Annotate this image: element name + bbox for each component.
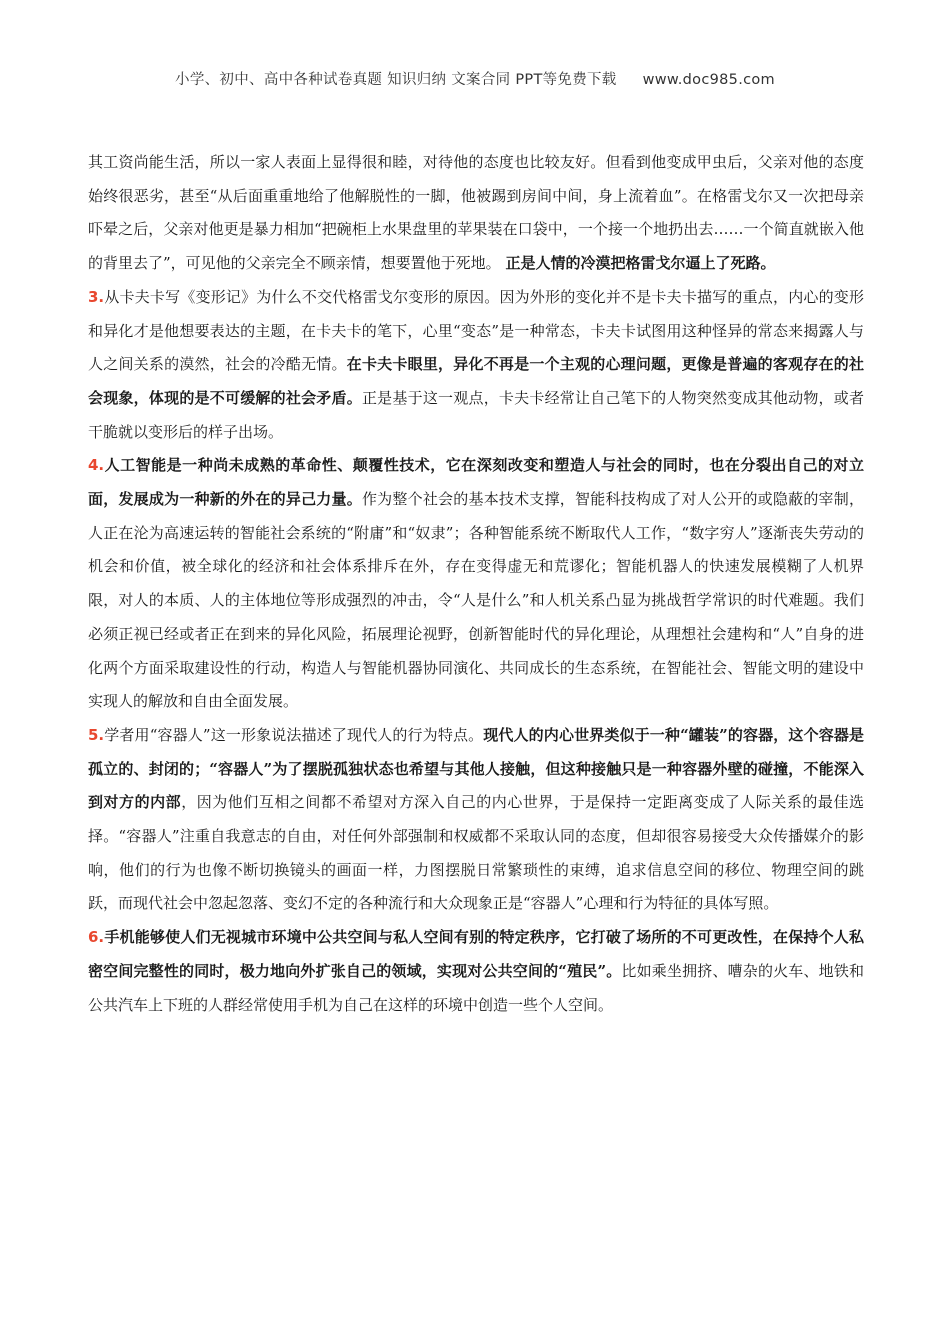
paragraph-bold-text: 手机能够使人们无视城市环境中公共空间与私人空间有别的特定秩序，它打破了场所的不可更改性，在保持个人私密空间完整性的同时，极力地向外扩张自己的领域，实现对公共空间的“殖民”。: [88, 928, 864, 980]
header-text: 小学、初中、高中各种试卷真题 知识归纳 文案合同 PPT等免费下载: [175, 72, 617, 88]
page-header: [0, 68, 950, 89]
paragraph-6: [88, 921, 864, 1022]
paragraph-bold-text: 人工智能是一种尚未成熟的革命性、颠覆性技术，它在深刻改变和塑造人与社会的同时，也在分裂出自己的对立面，发展成为一种新的外在的异己力量。: [88, 456, 864, 509]
paragraph-5: [88, 719, 864, 921]
paragraph-bold-text: 在卡夫卡眼里，异化不再是一个主观的心理问题，更像是普遍的客观存在的社会现象，体现的是不可缓解的社会矛盾。: [88, 355, 864, 407]
paragraph-text: 比如乘坐拥挤、嘈杂的火车、地铁和公共汽车上下班的人群经常使用手机为自己在这样的环境中创造一些个人空间。: [88, 961, 864, 1014]
paragraph-bold-text: 现代人的内心世界类似于一种“罐装”的容器，这个容器是孤立的、封闭的；“容器人”为了摆脱孤独状态也希望与其他人接触，但这种接触只是一种容器外壁的碰撞，不能深入到对方的内部: [88, 725, 864, 812]
paragraph-4: [88, 449, 864, 719]
header-url: www.doc985.com: [642, 72, 775, 88]
document-body: [88, 146, 864, 1022]
item-number: 4.: [88, 456, 105, 475]
paragraph-3: [88, 281, 864, 450]
paragraph-continued: [88, 146, 864, 281]
item-number: 6.: [88, 928, 105, 947]
paragraph-text: 作为整个社会的基本技术支撑，智能科技构成了对人公开的或隐蔽的宰制，人正在沦为高速运转的智能社会系统的“附庸”和“奴隶”；各种智能系统不断取代人工作，“数字穷人”逐渐丧失劳动的机会和价值，被全球化的经济和社会体系排斥在外，存在变得虚无和荒谬化；智能机器人的快速发展模糊了人机界限，对人的本质、人的主体地位等形成强烈的冲击，令“人是什么”和人机关系凸显为挑战哲学常识的时代难题。我们必须正视已经或者正在到来的异化风险，拓展理论视野，创新智能时代的异化理论，从理想社会建构和“人”自身的进化两个方面采取建设性的行动，构造人与智能机器协同演化、共同成长的生态系统，在智能社会、智能文明的建设中实现人的解放和自由全面发展。: [88, 490, 864, 711]
item-number: 5.: [88, 725, 105, 744]
paragraph-text: 从卡夫卡写《变形记》为什么不交代格雷戈尔变形的原因。因为外形的变化并不是卡夫卡描写的重点，内心的变形和异化才是他想要表达的主题，在卡夫卡的笔下，心里“变态”是一种常态，卡夫卡试图用这种怪异的常态来揭露人与人之间关系的漠然，社会的冷酷无情。: [88, 287, 864, 374]
paragraph-text: ，因为他们互相之间都不希望对方深入自己的内心世界，于是保持一定距离变成了人际关系的最佳选择。“容器人”注重自我意志的自由，对任何外部强制和权威都不采取认同的态度，但却很容易接受大众传播媒介的影响，他们的行为也像不断切换镜头的画面一样，力图摆脱日常繁琐性的束缚，追求信息空间的移位、物理空间的跳跃，而现代社会中忽起忽落、变幻不定的各种流行和大众现象正是“容器人”心理和行为特征的具体写照。: [88, 793, 864, 913]
paragraph-text: 正是基于这一观点，卡夫卡经常让自己笔下的人物突然变成其他动物，或者干脆就以变形后的样子出场。: [88, 388, 864, 441]
paragraph-text: 其工资尚能生活，所以一家人表面上显得很和睦，对待他的态度也比较友好。但看到他变成甲虫后，父亲对他的态度始终很恶劣，甚至“从后面重重地给了他解脱性的一脚，他被踢到房间中间，身上流着血”。在格雷戈尔又一次把母亲吓晕之后，父亲对他更是暴力相加“把碗柜上水果盘里的苹果装在口袋中，一个接一个地扔出去……一个简直就嵌入他的背里去了”，可见他的父亲完全不顾亲情，想要置他于死地。: [88, 153, 864, 273]
paragraph-bold-text: 正是人情的冷漠把格雷戈尔逼上了死路。: [505, 254, 776, 273]
item-number: 3.: [88, 287, 105, 306]
paragraph-text: 学者用“容器人”这一形象说法描述了现代人的行为特点。: [104, 725, 484, 744]
